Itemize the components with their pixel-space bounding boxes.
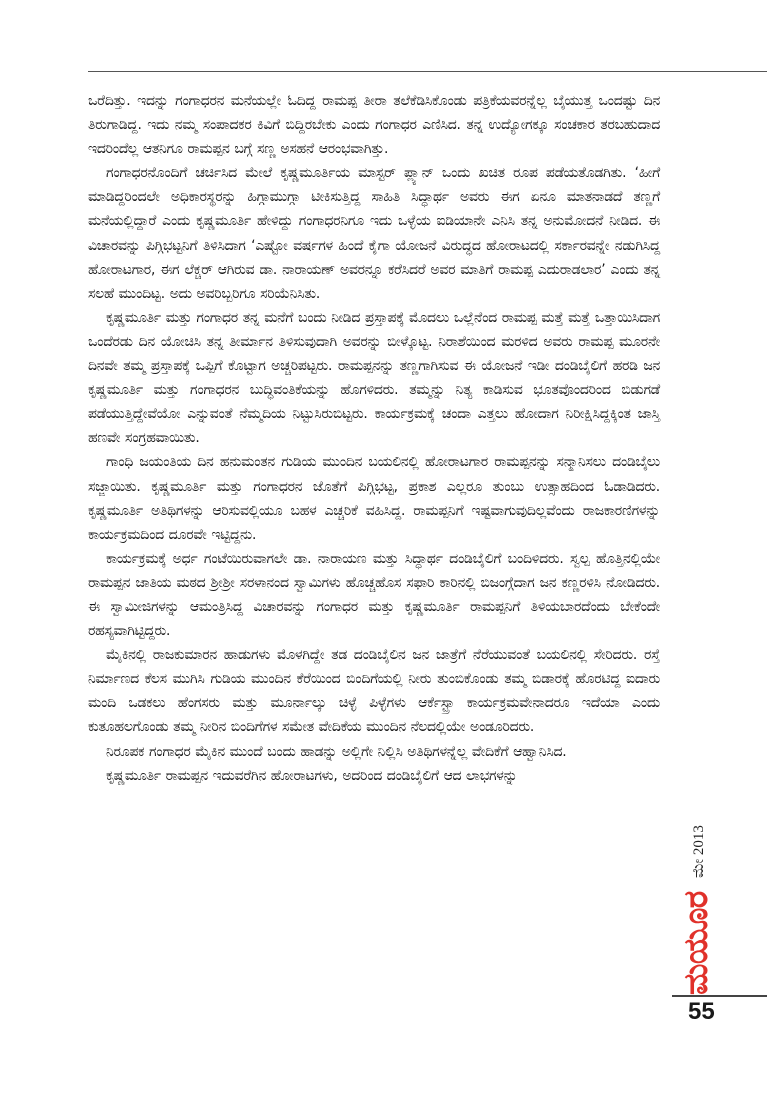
paragraph: ಗಂಗಾಧರನೊಂದಿಗೆ ಚರ್ಚಿಸಿದ ಮೇಲೆ ಕೃಷ್ಣಮೂರ್ತಿಯ ಮಾಸ್ಟರ್ ಪ್ಲ್ಯಾನ್ ಒಂದು ಖಚಿತ ರೂಪ ಪಡೆಯತೊಡಗಿತು. ‘ಹೀಗೆ ಮಾಡಿದ್ದರಿಂದಲೇ ಅಧಿಕಾರಸ್ಥರನ್ನು ಹಿಗ್ಗಾಮುಗ್ಗಾ ಟೀಕಿಸುತ್ತಿದ್ದ ಸಾಹಿತಿ ಸಿದ್ಧಾರ್ಥ ಅವರು ಈಗ ಏನೂ ಮಾತನಾಡದೆ ತಣ್ಣಗೆ ಮನೆಯಲ್ಲಿದ್ದಾರೆ ಎಂದು ಕೃಷ್ಣಮೂರ್ತಿ ಹೇಳಿದ್ದು ಗಂಗಾಧರನಿಗೂ ಇದು ಒಳ್ಳೆಯ ಐಡಿಯಾನೇ ಎನಿಸಿ ತನ್ನ ಅನುಮೋದನೆ ನೀಡಿದ. ಈ ವಿಚಾರವನ್ನು ಪಿಗ್ಗಿಭಟ್ಟನಿಗೆ ತಿಳಿಸಿದಾಗ ‘ಎಷ್ಟೋ ವರ್ಷಗಳ ಹಿಂದೆ ಕೈಗಾ ಯೋಜನೆ ವಿರುದ್ಧದ ಹೋರಾಟದಲ್ಲಿ ಸರ್ಕಾರವನ್ನೇ ನಡುಗಿಸಿದ್ದ ಹೋರಾಟಗಾರ, ಈಗ ಲೆಕ್ಚರ್ ಆಗಿರುವ ಡಾ. ನಾರಾಯಣ್ ಅವರನ್ನೂ ಕರೆಸಿದರೆ ಅವರ ಮಾತಿಗೆ ರಾಮಪ್ಪ ಎದುರಾಡಲಾರ’ ಎಂದು ತನ್ನ ಸಲಹೆ ಮುಂದಿಟ್ಟ. ಅದು ಅವರಿಬ್ಬರಿಗೂ ಸರಿಯೆನಿಸಿತು. [88, 165, 660, 302]
paragraph: ಕೃಷ್ಣಮೂರ್ತಿ ಮತ್ತು ಗಂಗಾಧರ ತನ್ನ ಮನೆಗೆ ಬಂದು ನೀಡಿದ ಪ್ರಸ್ತಾಪಕ್ಕೆ ಮೊದಲು ಒಲ್ಲೆನೆಂದ ರಾಮಪ್ಪ ಮತ್ತೆ ಮತ್ತೆ ಒತ್ತಾಯಿಸಿದಾಗ ಒಂದೆರಡು ದಿನ ಯೋಚಿಸಿ ತನ್ನ ತೀರ್ಮಾನ ತಿಳಿಸುವುದಾಗಿ ಅವರನ್ನು ಬೀಳ್ಕೊಟ್ಟ. ನಿರಾಶೆಯಿಂದ ಮರಳಿದ ಅವರು ರಾಮಪ್ಪ ಮೂರನೇ ದಿನವೇ ತಮ್ಮ ಪ್ರಸ್ತಾಪಕ್ಕೆ ಒಪ್ಪಿಗೆ ಕೊಟ್ಟಾಗ ಅಚ್ಚರಿಪಟ್ಟರು. ರಾಮಪ್ಪನನ್ನು ತಣ್ಣಗಾಗಿಸುವ ಈ ಯೋಜನೆ ಇಡೀ ದಂಡಿಬೈಲಿಗೆ ಹರಡಿ ಜನ ಕೃಷ್ಣಮೂರ್ತಿ ಮತ್ತು ಗಂಗಾಧರನ ಬುದ್ಧಿವಂತಿಕೆಯನ್ನು ಹೊಗಳಿದರು. ತಮ್ಮನ್ನು ನಿತ್ಯ ಕಾಡಿಸುವ ಭೂತವೊಂದರಿಂದ ಬಿಡುಗಡೆ ಪಡೆಯುತ್ತಿದ್ದೇವೆಯೋ ಎನ್ನುವಂತೆ ನೆಮ್ಮದಿಯ ನಿಟ್ಟುಸಿರುಬಿಟ್ಟರು. ಕಾರ್ಯಕ್ರಮಕ್ಕೆ ಚಂದಾ ಎತ್ತಲು ಹೋದಾಗ ನಿರೀಕ್ಷಿಸಿದ್ದಕ್ಕಿಂತ ಜಾಸ್ತಿ ಹಣವೇ ಸಂಗ್ರಹವಾಯಿತು. [88, 309, 660, 447]
paragraph: ನಿರೂಪಕ ಗಂಗಾಧರ ಮೈಕಿನ ಮುಂದೆ ಬಂದು ಹಾಡನ್ನು ಅಲ್ಲಿಗೇ ನಿಲ್ಲಿಸಿ ಅತಿಥಿಗಳನ್ನೆಲ್ಲ ವೇದಿಕೆಗೆ ಆಹ್ವಾನಿಸಿದ. [106, 743, 567, 760]
paragraph: ಗಾಂಧಿ ಜಯಂತಿಯ ದಿನ ಹನುಮಂತನ ಗುಡಿಯ ಮುಂದಿನ ಬಯಲಿನಲ್ಲಿ ಹೋರಾಟಗಾರ ರಾಮಪ್ಪನನ್ನು ಸನ್ಮಾನಿಸಲು ದಂಡಿಬೈಲು ಸಜ್ಜಾಯಿತು. ಕೃಷ್ಣಮೂರ್ತಿ ಮತ್ತು ಗಂಗಾಧರನ ಜೊತೆಗೆ ಪಿಗ್ಗಿಭಟ್ಟ, ಪ್ರಕಾಶ ಎಲ್ಲರೂ ತುಂಬು ಉತ್ಸಾಹದಿಂದ ಓಡಾಡಿದರು. ಕೃಷ್ಣಮೂರ್ತಿ ಅತಿಥಿಗಳನ್ನು ಆರಿಸುವಲ್ಲಿಯೂ ಬಹಳ ಎಚ್ಚರಿಕೆ ವಹಿಸಿದ್ದ. ರಾಮಪ್ಪನಿಗೆ ಇಷ್ಟವಾಗುವುದಿಲ್ಲವೆಂದು ರಾಜಕಾರಣಿಗಳನ್ನು ಕಾರ್ಯಕ್ರಮದಿಂದ ದೂರವೇ ಇಟ್ಟಿದ್ದನು. [88, 454, 660, 543]
footer-rule [672, 995, 767, 997]
paragraph: ಮೈಕಿನಲ್ಲಿ ರಾಜಕುಮಾರನ ಹಾಡುಗಳು ಮೊಳಗಿದ್ದೇ ತಡ ದಂಡಿಬೈಲಿನ ಜನ ಜಾತ್ರೆಗೆ ನೆರೆಯುವಂತೆ ಬಯಲಿನಲ್ಲಿ ಸೇರಿದರು. ರಸ್ತೆ ನಿರ್ಮಾಣದ ಕೆಲಸ ಮುಗಿಸಿ ಗುಡಿಯ ಮುಂದಿನ ಕೆರೆಯಿಂದ ಬಿಂದಿಗೆಯಲ್ಲಿ ನೀರು ತುಂಬಿಕೊಂಡು ತಮ್ಮ ಬಿಡಾರಕ್ಕೆ ಹೊರಟಿದ್ದ ಐದಾರು ಮಂದಿ ಒಡಕಲು ಹೆಂಗಸರು ಮತ್ತು ಮೂರ್ನಾಲ್ಕು ಚಿಳ್ಳೆ ಪಿಳ್ಳೆಗಳು ಆರ್ಕೆಸ್ಟ್ರಾ ಕಾರ್ಯಕ್ರಮವೇನಾದರೂ ಇದೆಯಾ ಎಂದು ಕುತೂಹಲಗೊಂಡು ತಮ್ಮ ನೀರಿನ ಬಿಂದಿಗೆಗಳ ಸಮೇತ ವೇದಿಕೆಯ ಮುಂದಿನ ನೆಲದಲ್ಲಿಯೇ ಅಂಡೂರಿದರು. [88, 647, 660, 736]
page-number: 55 [688, 998, 715, 1025]
article-body [88, 89, 660, 788]
issue-date: ಮೇ 2013 [691, 825, 707, 878]
paragraph: ಕೃಷ್ಣಮೂರ್ತಿ ರಾಮಪ್ಪನ ಇದುವರೆಗಿನ ಹೋರಾಟಗಳು, ಅದರಿಂದ ದಂಡಿಬೈಲಿಗೆ ಆದ ಲಾಭಗಳನ್ನು [106, 767, 518, 784]
header-rule [88, 71, 767, 72]
paragraph: ಒರೆದಿತ್ತು. ಇದನ್ನು ಗಂಗಾಧರನ ಮನೆಯಲ್ಲೇ ಓದಿದ್ದ ರಾಮಪ್ಪ ತೀರಾ ತಲೆಕೆಡಿಸಿಕೊಂಡು ಪತ್ರಿಕೆಯವರನ್ನೆಲ್ಲ ಬೈಯುತ್ತ ಒಂದಷ್ಟು ದಿನ ತಿರುಗಾಡಿದ್ದ. ಇದು ನಮ್ಮ ಸಂಪಾದಕರ ಕಿವಿಗೆ ಬಿದ್ದಿರಬೇಕು ಎಂದು ಗಂಗಾಧರ ಎಣಿಸಿದ. ತನ್ನ ಉದ್ಯೋಗಕ್ಕೂ ಸಂಚಕಾರ ತರಬಹುದಾದ ಇದರಿಂದೆಲ್ಲ ಆತನಿಗೂ ರಾಮಪ್ಪನ ಬಗ್ಗೆ ಸಣ್ಣ ಅಸಹನೆ ಆರಂಭವಾಗಿತ್ತು. [88, 93, 660, 158]
magazine-masthead: ಮಯೂರ [676, 891, 715, 995]
paragraph: ಕಾರ್ಯಕ್ರಮಕ್ಕೆ ಅರ್ಧ ಗಂಟೆಯಿರುವಾಗಲೇ ಡಾ. ನಾರಾಯಣ ಮತ್ತು ಸಿದ್ಧಾರ್ಥ ದಂಡಿಬೈಲಿಗೆ ಬಂದಿಳಿದರು. ಸ್ವಲ್ಪ ಹೊತ್ತಿನಲ್ಲಿಯೇ ರಾಮಪ್ಪನ ಜಾತಿಯ ಮಠದ ಶ್ರೀಶ್ರೀ ಸರಳಾನಂದ ಸ್ವಾಮಿಗಳು ಹೊಚ್ಚಹೊಸ ಸಫಾರಿ ಕಾರಿನಲ್ಲಿ ಬಿಜಂಗ್ಗೆದಾಗ ಜನ ಕಣ್ಣರಳಿಸಿ ನೋಡಿದರು. ಈ ಸ್ವಾಮೀಜಿಗಳನ್ನು ಆಮಂತ್ರಿಸಿದ್ದ ವಿಚಾರವನ್ನು ಗಂಗಾಧರ ಮತ್ತು ಕೃಷ್ಣಮೂರ್ತಿ ರಾಮಪ್ಪನಿಗೆ ತಿಳಿಯಬಾರದೆಂದು ಬೇಕೆಂದೇ ರಹಸ್ಯವಾಗಿಟ್ಟಿದ್ದರು. [88, 550, 660, 640]
